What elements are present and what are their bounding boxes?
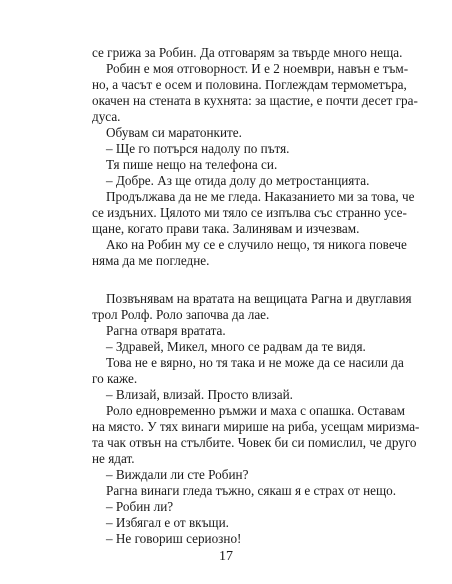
text-line: не ядат. — [92, 451, 135, 466]
text-line: Обувам си маратонките. — [106, 125, 242, 140]
text-line: – Ще го потърся надолу по пътя. — [106, 141, 290, 156]
text-line: Продължава да не ме гледа. Наказанието ми за това, че — [106, 189, 415, 204]
text-line: – Добре. Аз ще отида долу до метростанцията. — [106, 173, 370, 188]
text-line: – Здравей, Микел, много се радвам да те видя. — [106, 339, 366, 354]
text-line: трол Ролф. Роло започва да лае. — [92, 307, 270, 322]
text-line: окачен на стената в кухнята: за щастие, е почти десет гра- — [92, 93, 418, 108]
text-line: се издъних. Цялото ми тяло се изпълва със странно усе- — [92, 205, 407, 220]
text-line: дуса. — [92, 109, 121, 124]
text-line: Рагна винаги гледа тъжно, сякаш я е страх от нещо. — [106, 483, 397, 498]
text-line: Роло едновременно ръмжи и маха с опашка. Оставам — [106, 403, 405, 418]
text-line: Рагна отваря вратата. — [106, 323, 226, 338]
text-line: на място. У тях винаги мирише на риба, усещам миризма- — [92, 419, 420, 434]
text-line: щане, когато прави така. Залинявам и изчезвам. — [92, 221, 360, 236]
text-line: го каже. — [92, 371, 138, 386]
text-line: Ако на Робин му се е случило нещо, тя никога повече — [106, 237, 407, 252]
text-line: Това не е вярно, но тя така и не може да се насили да — [106, 355, 404, 370]
text-line: – Влизай, влизай. Просто влизай. — [106, 387, 293, 402]
text-line: но, а часът е осем и половина. Поглеждам термометъра, — [92, 77, 407, 92]
text-line: Робин е моя отговорност. И е 2 ноември, навън е тъм- — [106, 61, 409, 76]
text-line: – Не говориш сериозно! — [106, 531, 242, 546]
text-line: та чак отвън на стълбите. Човек би си помислил, че друго — [92, 435, 417, 450]
text-line: Тя пише нещо на телефона си. — [106, 157, 278, 172]
text-line: – Виждали ли сте Робин? — [106, 467, 249, 482]
text-line: Позвънявам на вратата на вещицата Рагна и двуглавия — [106, 291, 412, 306]
text-line: се грижа за Робин. Да отговарям за твърде много неща. — [92, 45, 403, 60]
page-number: 17 — [219, 549, 233, 564]
text-line: – Робин ли? — [106, 499, 174, 514]
text-line: няма да ме погледне. — [92, 253, 210, 268]
text-line: – Избягал е от вкъщи. — [106, 515, 229, 530]
